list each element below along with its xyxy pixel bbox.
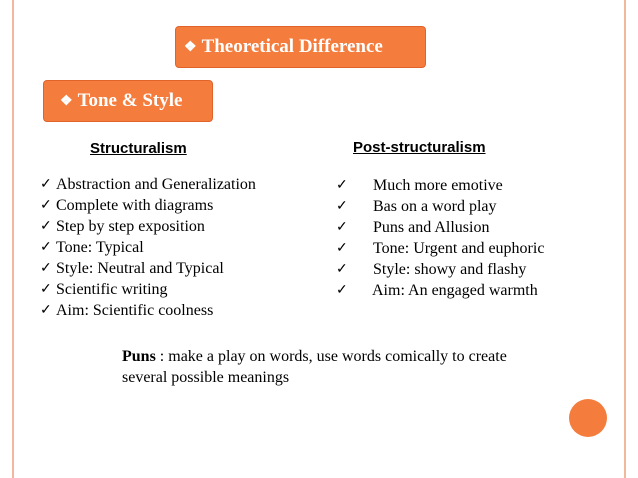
list-item: ✓ Puns and Allusion [336,219,490,236]
list-item: ✓ Step by step exposition [40,218,205,235]
checkmark-icon: ✓ [336,220,348,235]
checkmark-icon: ✓ [336,283,348,298]
checkmark-icon: ✓ [40,303,52,318]
checkmark-icon: ✓ [336,241,348,256]
list-item: ✓ Style: showy and flashy [336,261,527,278]
left-border-line [12,0,14,478]
list-item: ✓ Bas on a word play [336,198,497,215]
checkmark-icon: ✓ [336,262,348,277]
list-item: ✓ Much more emotive [336,177,503,194]
right-border-line [624,0,626,478]
post-structuralism-heading: Post-structuralism [353,139,486,156]
puns-definition [122,346,522,388]
checkmark-icon: ✓ [40,240,52,255]
decorative-circle [569,399,607,437]
checkmark-icon: ✓ [40,282,52,297]
list-item: ✓ Tone: Urgent and euphoric [336,240,545,257]
definition-text: : make a play on words, use words comically to create several possible meanings [122,348,507,386]
checkmark-icon: ✓ [40,219,52,234]
list-item: ✓ Tone: Typical [40,239,144,256]
checkmark-icon: ✓ [40,198,52,213]
list-item: ✓ Style: Neutral and Typical [40,260,224,277]
post-structuralism-list [336,175,544,301]
list-item: ✓ Scientific writing [40,281,168,298]
title-badge-label: Theoretical Difference [201,36,383,57]
diamond-bullet-icon: ❖ [184,39,197,55]
list-item: ✓ Aim: An engaged warmth [336,282,538,299]
subtitle-badge [43,80,213,122]
checkmark-icon: ✓ [336,178,348,193]
diamond-bullet-icon: ❖ [60,93,73,109]
list-item: ✓ Complete with diagrams [40,197,214,214]
checkmark-icon: ✓ [40,261,52,276]
checkmark-icon: ✓ [40,177,52,192]
title-badge [175,26,426,68]
definition-term: Puns [122,348,156,365]
structuralism-list [40,174,256,321]
structuralism-heading: Structuralism [90,140,187,157]
checkmark-icon: ✓ [336,199,348,214]
list-item: ✓ Abstraction and Generalization [40,176,256,193]
list-item: ✓ Aim: Scientific coolness [40,302,214,319]
subtitle-badge-label: Tone & Style [77,90,183,111]
